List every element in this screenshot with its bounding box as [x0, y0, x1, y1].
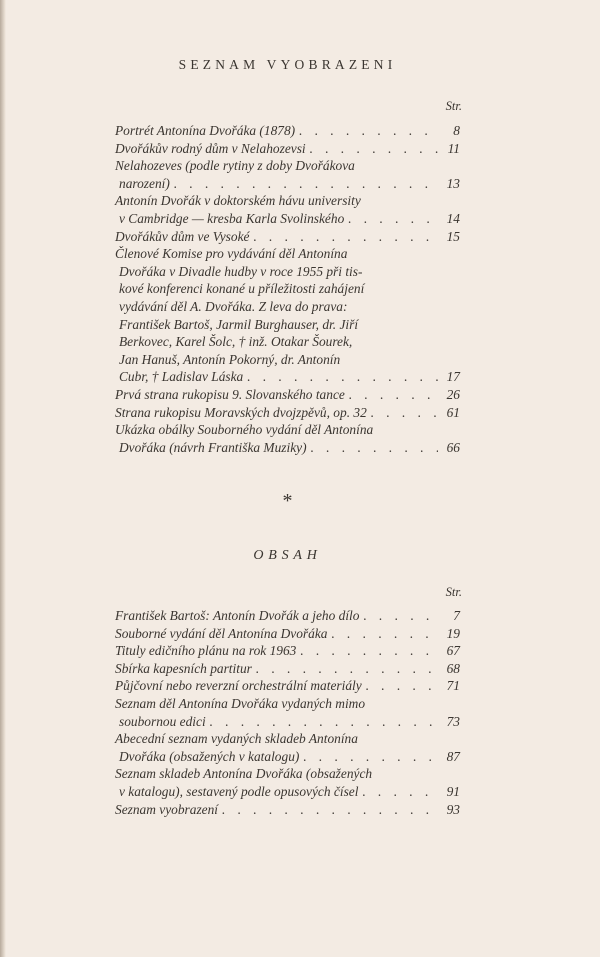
contents-entry-text: Půjčovní nebo reverzní orchestrální materiály — [115, 678, 362, 694]
contents-entry — [115, 607, 460, 625]
section-separator: * — [282, 490, 293, 512]
illustration-entry-text: Ukázka obálky Souborného vydání děl Antonína — [115, 422, 374, 438]
contents-entry-text: Abecední seznam vydaných skladeb Antonína — [115, 731, 358, 747]
contents-page-number: 73 — [446, 713, 460, 729]
contents-page-number: 71 — [446, 678, 460, 694]
illustration-page-number: 17 — [446, 369, 460, 385]
dot-leader — [359, 607, 438, 625]
illustration-entry-text: Dvořáka v Divadle hudby v roce 1955 při tis- — [119, 263, 363, 279]
dot-leader — [249, 228, 438, 246]
contents-entry — [115, 642, 460, 660]
illustration-entry-text: vydávání děl A. Dvořáka. Z leva do prava: — [119, 298, 348, 314]
dot-leader — [307, 439, 438, 457]
illustration-page-number: 14 — [446, 210, 460, 226]
illustration-entry-text: Jan Hanuš, Antonín Pokorný, dr. Antonín — [119, 351, 341, 367]
dot-leader — [296, 642, 438, 660]
illustration-entry-text: Antonín Dvořák v doktorském hávu university — [115, 193, 361, 209]
illustration-entry-text: v Cambridge — kresba Karla Svolinského — [119, 210, 345, 226]
illustration-entry-text: Nelahozeves (podle rytiny z doby Dvořákova — [115, 158, 355, 174]
contents-entry-text: Seznam skladeb Antonína Dvořáka (obsažených — [115, 766, 373, 782]
contents-entry-text: František Bartoš: Antonín Dvořák a jeho dílo — [115, 608, 360, 623]
illustration-entry — [115, 386, 460, 404]
contents-heading: OBSAH — [253, 548, 322, 563]
illustration-entry-text: Dvořákův dům ve Vysoké — [115, 228, 250, 244]
dot-leader — [344, 210, 438, 228]
contents-page-number: 7 — [453, 608, 460, 623]
illustration-entry-text: Členové Komise pro vydávání děl Antonína — [115, 246, 348, 262]
illustration-entry-text: Cubr, † Ladislav Láska — [119, 369, 244, 385]
contents-page-header: Str. — [445, 585, 462, 599]
illustration-page-number: 11 — [447, 140, 460, 156]
illustration-entry-text: Berkovec, Karel Šolc, † inž. Otakar Šourek, — [119, 334, 353, 350]
contents-page-number: 67 — [446, 643, 460, 659]
illustration-page-number: 61 — [446, 404, 460, 420]
illustration-entry-text: František Bartoš, Jarmil Burghauser, dr. Jiří — [119, 316, 359, 332]
illustrations-page-header: Str. — [445, 99, 462, 113]
contents-page-number: 91 — [446, 783, 460, 799]
illustration-entry — [115, 404, 460, 422]
contents-entry — [115, 660, 460, 678]
illustration-entry — [115, 228, 460, 246]
illustration-entry — [115, 245, 460, 386]
illustration-entry-text: Strana rukopisu Moravských dvojzpěvů, op. 32 — [115, 404, 367, 420]
contents-entry-text: Seznam děl Antonína Dvořáka vydaných mimo — [115, 696, 366, 711]
dot-leader — [218, 801, 438, 819]
contents-entry — [115, 677, 460, 695]
illustration-page-number: 26 — [446, 387, 460, 402]
illustration-entry-text: Prvá strana rukopisu 9. Slovanského tance — [115, 387, 345, 402]
illustration-entry — [115, 192, 460, 227]
illustration-page-number: 13 — [446, 175, 460, 191]
contents-entry — [115, 730, 460, 765]
illustration-page-number: 15 — [446, 228, 460, 244]
illustration-entry-text: Portrét Antonína Dvořáka (1878) — [115, 123, 296, 138]
contents-page-number: 68 — [446, 660, 460, 676]
dot-leader — [170, 175, 438, 193]
illustration-page-number: 66 — [446, 439, 460, 455]
contents-entry-text: Tituly edičního plánu na rok 1963 — [115, 643, 297, 659]
dot-leader — [243, 368, 438, 386]
contents-entry-text: Souborné vydání děl Antonína Dvořáka — [115, 625, 328, 641]
book-spine-shadow — [0, 0, 6, 957]
dot-leader — [299, 748, 438, 766]
contents-entry — [115, 801, 460, 819]
dot-leader — [367, 404, 438, 422]
contents-page-number: 19 — [446, 625, 460, 641]
contents-entry — [115, 695, 460, 730]
contents-entry-text: Dvořáka (obsažených v katalogu) — [119, 748, 300, 764]
dot-leader — [306, 140, 438, 158]
illustration-entry — [115, 122, 460, 140]
dot-leader — [206, 713, 438, 731]
contents-entry-text: v katalogu), sestavený podle opusových čísel — [119, 783, 359, 799]
contents-entry — [115, 625, 460, 643]
contents-entry-text: soubornou edici — [119, 713, 206, 729]
illustrations-heading: SEZNAM VYOBRAZENI — [178, 57, 397, 72]
dot-leader — [362, 677, 438, 695]
dot-leader — [327, 625, 438, 643]
contents-page-number: 87 — [446, 748, 460, 764]
illustration-entry-text: narození) — [119, 175, 170, 191]
dot-leader — [345, 386, 438, 404]
dot-leader — [252, 660, 438, 678]
illustration-entry-text: Dvořákův rodný dům v Nelahozevsi — [115, 140, 306, 156]
illustration-entry — [115, 421, 460, 456]
contents-entry — [115, 765, 460, 800]
contents-entry-text: Seznam vyobrazení — [115, 801, 219, 817]
contents-page-number: 93 — [446, 801, 460, 817]
illustration-entry — [115, 157, 460, 192]
dot-leader — [358, 783, 438, 801]
dot-leader — [295, 122, 438, 140]
contents-entry-text: Sbírka kapesních partitur — [115, 660, 252, 676]
illustration-entry-text: kové konferenci konané u příležitosti zahájení — [119, 281, 365, 297]
illustration-entry — [115, 140, 460, 158]
illustration-entry-text: Dvořáka (návrh Františka Muziky) — [119, 439, 307, 455]
illustration-page-number: 8 — [453, 123, 460, 138]
